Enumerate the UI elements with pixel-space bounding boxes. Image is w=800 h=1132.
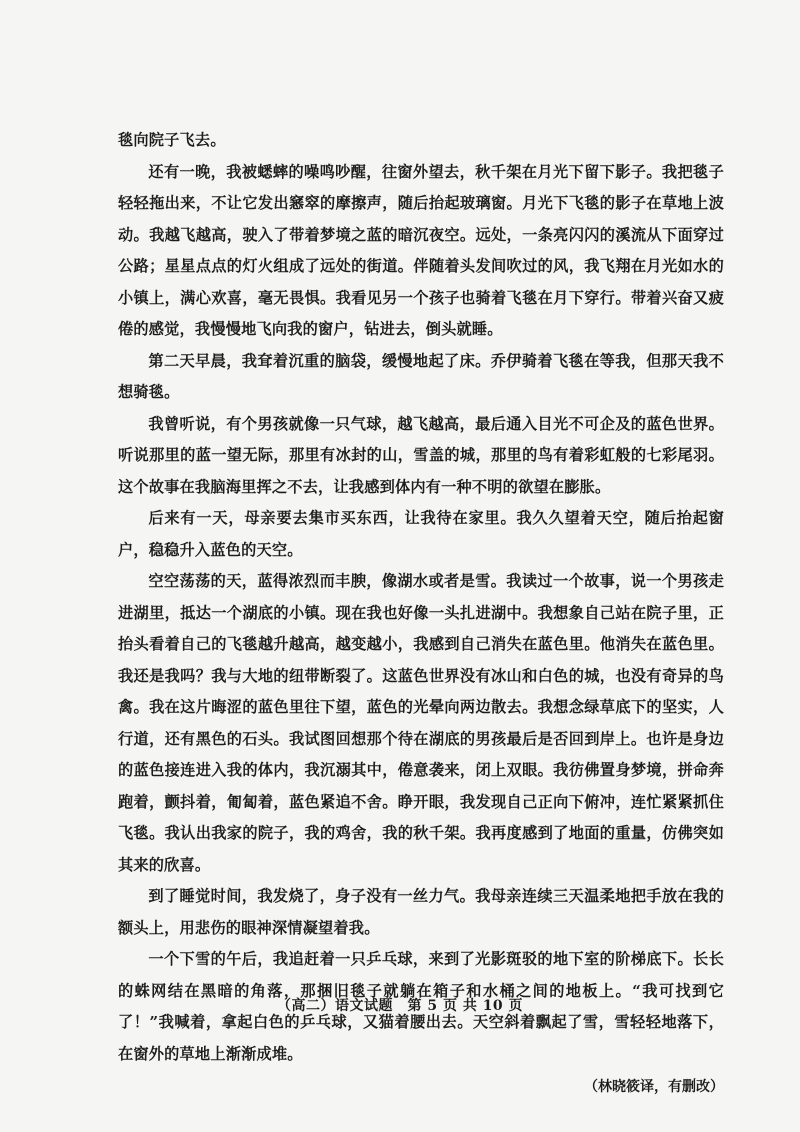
translation-source: （林晓筱译，有删改） (584, 1079, 724, 1095)
passage-paragraph: 我曾听说，有个男孩就像一只气球，越飞越高，最后通入目光不可企及的蓝色世界。听说那里的蓝一望无际，那里有冰封的山，雪盖的城，那里的鸟有着彩虹般的七彩尾羽。这个故事在我脑海里挥之不去，让我感到体内有一种不明的欲望在膨胀。 (118, 414, 724, 496)
passage-paragraph: 毯向院子飞去。 (118, 131, 226, 149)
passage-paragraph: 还有一晚，我被蟋蟀的噪鸣吵醒，往窗外望去，秋千架在月光下留下影子。我把毯子轻轻拖出来，不让它发出窸窣的摩擦声，随后抬起玻璃窗。月光下飞毯的影子在草地上波动。我越飞越高，驶入了带着梦境之蓝的暗沉夜空。远处，一条亮闪闪的溪流从下面穿过公路；星星点点的灯火组成了远处的街道。伴随着头发间吹过的风，我飞翔在月光如水的小镇上，满心欢喜，毫无畏惧。我看见另一个孩子也骑着飞毯在月下穿行。带着兴奋又疲倦的感觉，我慢慢地飞向我的窗户，钻进去，倒头就睡。 (118, 162, 724, 338)
passage-paragraph: 空空荡荡的天，蓝得浓烈而丰腴，像湖水或者是雪。我读过一个故事，说一个男孩走进湖里，抵达一个湖底的小镇。现在我也好像一头扎进湖中。我想象自己站在院子里，正抬头看着自己的飞毯越升越高，越变越小，我感到自己消失在蓝色里。他消失在蓝色里。我还是我吗？我与大地的纽带断裂了。这蓝色世界没有冰山和白色的城，也没有奇异的鸟禽。我在这片晦涩的蓝色里往下望，蓝色的光晕向两边散去。我想念绿草底下的坚实，人行道，还有黑色的石头。我试图回想那个待在湖底的男孩最后是否回到岸上。也许是身边的蓝色接连进入我的体内，我沉溺其中，倦意袭来，闭上双眼。我彷佛置身梦境，拼命奔跑着，颤抖着，匍匐着，蓝色紧追不舍。睁开眼，我发现自己正向下俯冲，连忙紧紧抓住飞毯。我认出我家的院子，我的鸡舍，我的秋千架。我再度感到了地面的重量，仿佛突如其来的欣喜。 (118, 572, 724, 874)
passage-paragraph: 一个下雪的午后，我追赶着一只乒乓球，来到了光影斑驳的地下室的阶梯底下。长长的蛛网结在黑暗的角落，那捆旧毯子就躺在箱子和水桶之间的地板上。“我可找到它了！”我喊着，拿起白色的乒乓球，又猫着腰出去。天空斜着飘起了雪，雪轻轻地落下，在窗外的草地上渐渐成堆。 (118, 950, 724, 1063)
page-footer: （高二）语文试题 第 5 页 共 10 页 (276, 998, 524, 1014)
reading-passage (118, 125, 724, 1104)
passage-paragraph: 第二天早晨，我耷着沉重的脑袋，缓慢地起了床。乔伊骑着飞毯在等我，但那天我不想骑毯。 (118, 351, 724, 401)
passage-paragraph: 后来有一天，母亲要去集市买东西，让我待在家里。我久久望着天空，随后抬起窗户，稳稳升入蓝色的天空。 (118, 509, 724, 559)
passage-paragraph: 到了睡觉时间，我发烧了，身子没有一丝力气。我母亲连续三天温柔地把手放在我的额头上，用悲伤的眼神深情凝望着我。 (118, 887, 724, 937)
